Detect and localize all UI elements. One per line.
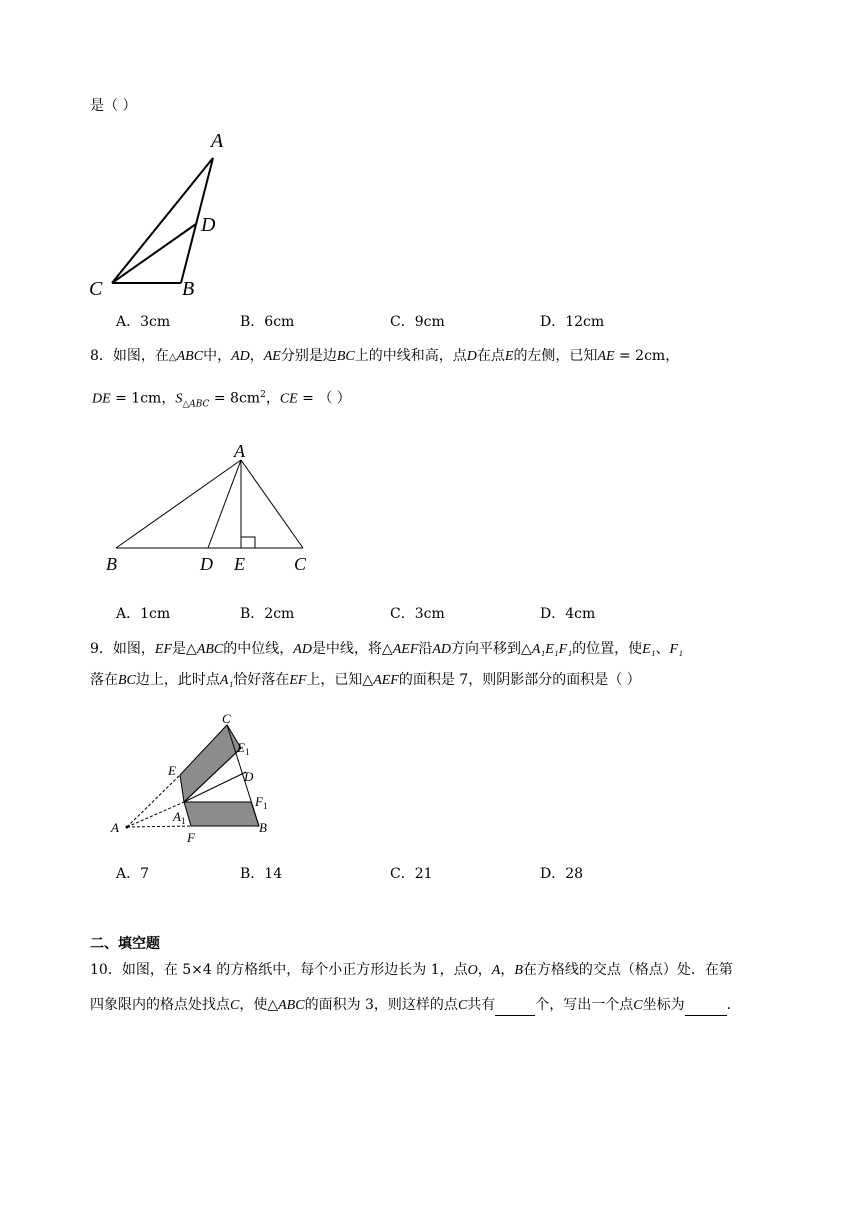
q9-option-b[interactable]: B．14: [240, 866, 283, 882]
q8-label-d: D: [200, 554, 213, 574]
q7-option-a[interactable]: A．3cm: [116, 314, 171, 330]
q9-figure: [105, 708, 285, 848]
q7-option-d[interactable]: D．12cm: [540, 314, 605, 330]
q9-line1: 9．如图，EF是△ABC的中位线，AD是中线，将△AEF沿AD方向平移到△A₁E₁F₁的位置，使E₁、F₁: [90, 641, 683, 657]
q9-option-a[interactable]: A．7: [116, 866, 150, 882]
q10-blank-coordinate[interactable]: [685, 997, 727, 1016]
q10-line2: 四象限内的格点处找点C，使△ABC的面积为 3，则这样的点C共有 个，写出一个点C坐标为 ．: [90, 995, 741, 1016]
q8-line1: 8．如图，在△ABC中，AD，AE分别是边BC上的中线和高，点D在点E的左侧，已知AE = 2cm，: [90, 348, 680, 364]
q9-label-e: E: [168, 763, 176, 778]
q8-option-d[interactable]: D．4cm: [540, 606, 596, 622]
q9-line2: 落在BC边上，此时点A₁恰好落在EF上，已知△AEF的面积是 7，则阴影部分的面积是（ ）: [90, 672, 641, 688]
q7-label-b: B: [182, 278, 195, 300]
q7-tail-text: 是（ ）: [90, 98, 137, 114]
q7-label-d: D: [201, 214, 216, 236]
q8-line2: DE = 1cm，$S_{\triangle ABC} = 8cm^2$，CE = （ ）: [92, 390, 351, 410]
q8-figure: [100, 440, 320, 580]
q9-shade-upper: [180, 725, 241, 802]
q8-option-b[interactable]: B．2cm: [240, 606, 295, 622]
q9-label-f: F: [187, 830, 195, 845]
q9-option-d[interactable]: D．28: [540, 866, 584, 882]
q9-label-a1: $A_1$: [173, 809, 186, 826]
q9-option-c[interactable]: C．21: [390, 866, 433, 882]
q8-label-c: C: [294, 554, 307, 574]
q7-label-a: A: [211, 130, 224, 152]
q9-label-a: A: [111, 820, 119, 835]
section-title-fill-in: 二、填空题: [90, 936, 160, 952]
q10-number: 10．: [90, 962, 122, 978]
q8-triangle: [116, 460, 303, 548]
q10-line1: 10．如图，在 5×4 的方格纸中，每个小正方形边长为 1，点O，A，B在方格线的交点（格点）处．在第: [90, 962, 733, 978]
q7-option-c[interactable]: C．9cm: [390, 314, 445, 330]
q8-label-e: E: [234, 554, 245, 574]
q7-option-b[interactable]: B．6cm: [240, 314, 295, 330]
q10-blank-count[interactable]: [495, 997, 535, 1016]
q9-label-f1: $F_1$: [255, 794, 268, 811]
q7-label-c: C: [89, 278, 103, 300]
q9-label-d: D: [244, 769, 254, 784]
q9-shade-lower: [184, 802, 259, 826]
q9-label-e1: $E_1$: [237, 740, 250, 757]
q9-point-a: [126, 826, 129, 829]
q9-number: 9．: [90, 641, 113, 657]
q9-label-c: C: [222, 711, 231, 726]
q9-label-b: B: [259, 820, 267, 835]
q8-number: 8．: [90, 348, 113, 364]
q8-option-c[interactable]: C．3cm: [390, 606, 445, 622]
q8-label-b: B: [106, 554, 117, 574]
q7-triangle: [112, 158, 213, 283]
q8-option-a[interactable]: A．1cm: [116, 606, 171, 622]
q8-label-a: A: [234, 441, 245, 461]
q7-figure: [80, 125, 240, 305]
